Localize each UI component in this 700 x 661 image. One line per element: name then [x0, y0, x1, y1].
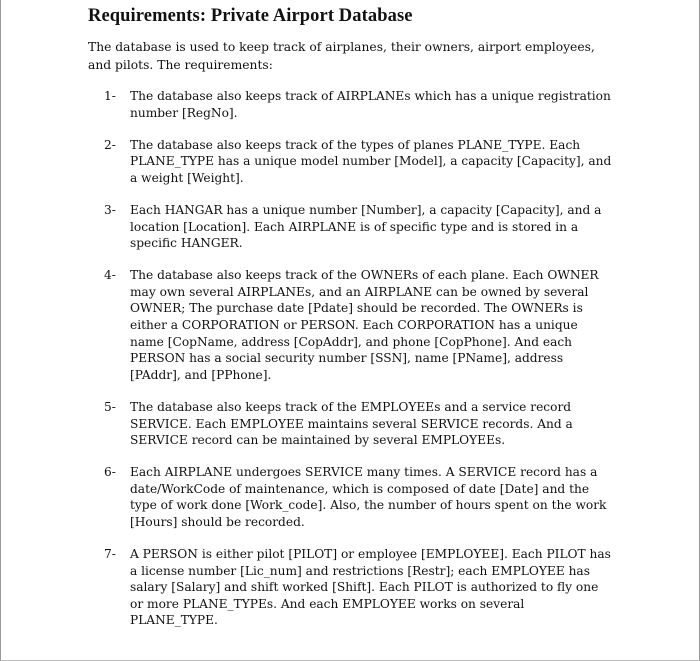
requirement-text: The database also keeps track of the EMPLOYEEs and a service record SERVICE. Each EMPLOYEE maintains several SERVICE records. And a SERVICE record can be maintained by several EMPLOYEEs.: [130, 399, 573, 448]
requirement-number: 6-: [104, 465, 116, 480]
intro-paragraph: The database is used to keep track of airplanes, their owners, airport employees, and pilots. The requirements:: [88, 40, 595, 72]
requirement-number: 5-: [104, 399, 116, 414]
requirement-item-5: [104, 399, 614, 449]
document-title: Requirements: Private Airport Database: [88, 6, 413, 26]
requirement-text: Each HANGAR has a unique number [Number], a capacity [Capacity], and a location [Location]. Each AIRPLANE is of specific type and is stored in a specific HANGER.: [130, 202, 602, 251]
requirement-text: Each AIRPLANE undergoes SERVICE many times. A SERVICE record has a date/WorkCode of maintenance, which is composed of date [Date] and the type of work done [Work_code]. Also, the number of hours spent on the work [Hours] should be recorded.: [130, 465, 607, 529]
requirement-item-1: [104, 88, 614, 121]
requirements-list: [104, 88, 614, 645]
requirement-text: The database also keeps track of the OWNERs of each plane. Each OWNER may own several AIRPLANEs, and an AIRPLANE can be owned by several OWNER; The purchase date [Pdate] should be recorded. The OWNERs is either a CORPORATION or PERSON. Each CORPORATION has a unique name [CopName, address [CopAddr], and phone [CopPhone]. And each PERSON has a social security number [SSN], name [PName], address [PAddr], and [PPhone].: [130, 268, 599, 382]
requirement-item-3: [104, 202, 614, 252]
requirement-text: A PERSON is either pilot [PILOT] or employee [EMPLOYEE]. Each PILOT has a license number [Lic_num] and restrictions [Restr]; each EMPLOYEE has salary [Salary] and shift worked [Shift]. Each PILOT is authorized to fly one or more PLANE_TYPEs. And each EMPLOYEE works on several PLANE_TYPE.: [130, 547, 611, 628]
requirement-item-2: [104, 137, 614, 187]
requirement-number: 7-: [104, 547, 116, 562]
requirement-text: The database also keeps track of the types of planes PLANE_TYPE. Each PLANE_TYPE has a unique model number [Model], a capacity [Capacity], and a weight [Weight].: [130, 137, 612, 185]
requirement-item-6: [104, 464, 614, 530]
requirement-number: 2-: [104, 137, 116, 152]
requirement-item-7: [104, 546, 614, 629]
requirement-number: 3-: [104, 202, 116, 217]
requirement-number: 4-: [104, 268, 116, 283]
requirement-item-4: [104, 267, 614, 383]
requirement-number: 1-: [104, 89, 116, 103]
requirement-text: The database also keeps track of AIRPLANEs which has a unique registration number [RegNo].: [130, 89, 611, 120]
